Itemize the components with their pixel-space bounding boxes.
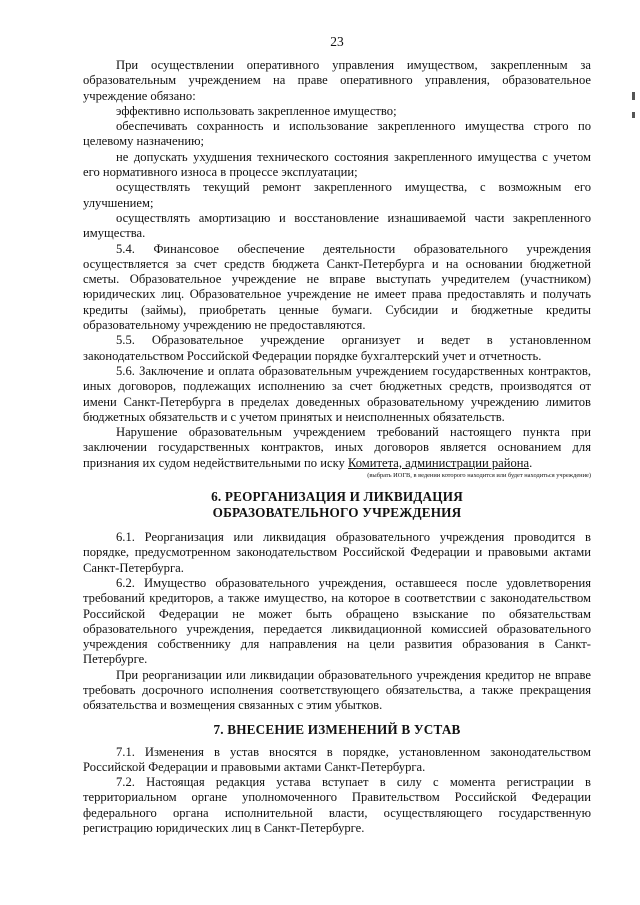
scan-edge-mark	[632, 112, 635, 118]
paragraph-6-2: 6.2. Имущество образовательного учреждения, оставшееся после удовлетворения требований кредиторов, а также имущество, на которое в соответствии с законодательством Российской Федерации не может быть обращено взыскание по обязательствам образовательного учреждения, передается ликвидационной комиссией образовательного учреждения собственнику для направления на цели развития образования в Санкт-Петербурге.	[83, 575, 591, 667]
paragraph-7-2: 7.2. Настоящая редакция устава вступает в силу с момента регистрации в территориальном органе уполномоченного Правительством Российской Федерации федерального органа исполнительной власти, осуществляющего государственную регистрацию юридических лиц в Санкт-Петербурге.	[83, 775, 591, 836]
list-item: осуществлять амортизацию и восстановление изнашиваемой части закрепленного имущества.	[83, 210, 591, 241]
list-item: обеспечивать сохранность и использование закрепленного имущества строго по целевому назначению;	[83, 119, 591, 149]
section-7-heading	[83, 722, 591, 738]
paragraph-5-4: 5.4. Финансовое обеспечение деятельности образовательного учреждения осуществляется за счет средств бюджета Санкт-Петербурга и на основании бюджетной сметы. Образовательное учреждение не вправе выступать учредителем (участником) юридических лиц. Образовательное учреждение не имеет права предоставлять и получать кредиты (займы), приобретать ценные бумаги. Субсидии и бюджетные кредиты образовательному учреждению не предоставляются.	[83, 241, 591, 333]
violation-end: .	[529, 455, 533, 470]
list-item: осуществлять текущий ремонт закрепленного имущества, с возможным его улучшением;	[83, 180, 591, 210]
paragraph-5-5: 5.5. Образовательное учреждение организует и ведет в установленном законодательством Российской Федерации порядке бухгалтерский учет и отчетность.	[83, 333, 591, 363]
list-item: эффективно использовать закрепленное имущество;	[116, 103, 397, 118]
paragraph-6-3: При реорганизации или ликвидации образовательного учреждения кредитор не вправе требовать досрочного исполнения соответствующего обязательства, а также прекращения обязательства и возмещения связанных с этим убытков.	[83, 667, 591, 713]
scan-edge-mark	[632, 92, 635, 100]
authority-placeholder: Комитета, администрации района	[347, 455, 530, 470]
paragraph-violation	[83, 425, 591, 471]
paragraph-5-6: 5.6. Заключение и оплата образовательным учреждением государственных контрактов, иных договоров, подлежащих исполнению за счет бюджетных средств, производятся от имени Санкт-Петербурга в пределах доведенных образовательному учреждению лимитов бюджетных обязательств и с учетом принятых и неисполненных обязательств.	[83, 363, 591, 424]
page-number: 23	[330, 34, 344, 49]
list-item: не допускать ухудшения технического состояния закрепленного имущества с учетом его нормативного износа в процессе эксплуатации;	[83, 149, 591, 180]
section-6-heading	[83, 489, 591, 521]
paragraph-7-1: 7.1. Изменения в устав вносятся в порядке, установленном законодательством Российской Федерации и правовыми актами Санкт-Петербурга.	[83, 744, 591, 774]
footnote-hint: (выбрать ИОГВ, в ведении которого находится или будет находиться учреждение)	[367, 472, 591, 480]
section-6-title-line1: 6. РЕОРГАНИЗАЦИЯ И ЛИКВИДАЦИЯ	[211, 489, 463, 505]
section-6-title-line2: ОБРАЗОВАТЕЛЬНОГО УЧРЕЖДЕНИЯ	[212, 505, 462, 521]
paragraph-intro: При осуществлении оперативного управления имуществом, закрепленным за образовательным учреждением на праве оперативного управления, образовательное учреждение обязано:	[83, 58, 591, 103]
document-page	[83, 34, 591, 836]
violation-text: Нарушение образовательным учреждением требований настоящего пункта при заключении государственных контрактов, иных договоров является основанием для признания их судом недействительными по иску	[83, 425, 591, 470]
section-7-title: 7. ВНЕСЕНИЕ ИЗМЕНЕНИЙ В УСТАВ	[213, 721, 461, 737]
paragraph-6-1: 6.1. Реорганизация или ликвидация образовательного учреждения проводится в порядке, предусмотренном законодательством Российской Федерации и правовыми актами Санкт-Петербурга.	[83, 530, 591, 575]
